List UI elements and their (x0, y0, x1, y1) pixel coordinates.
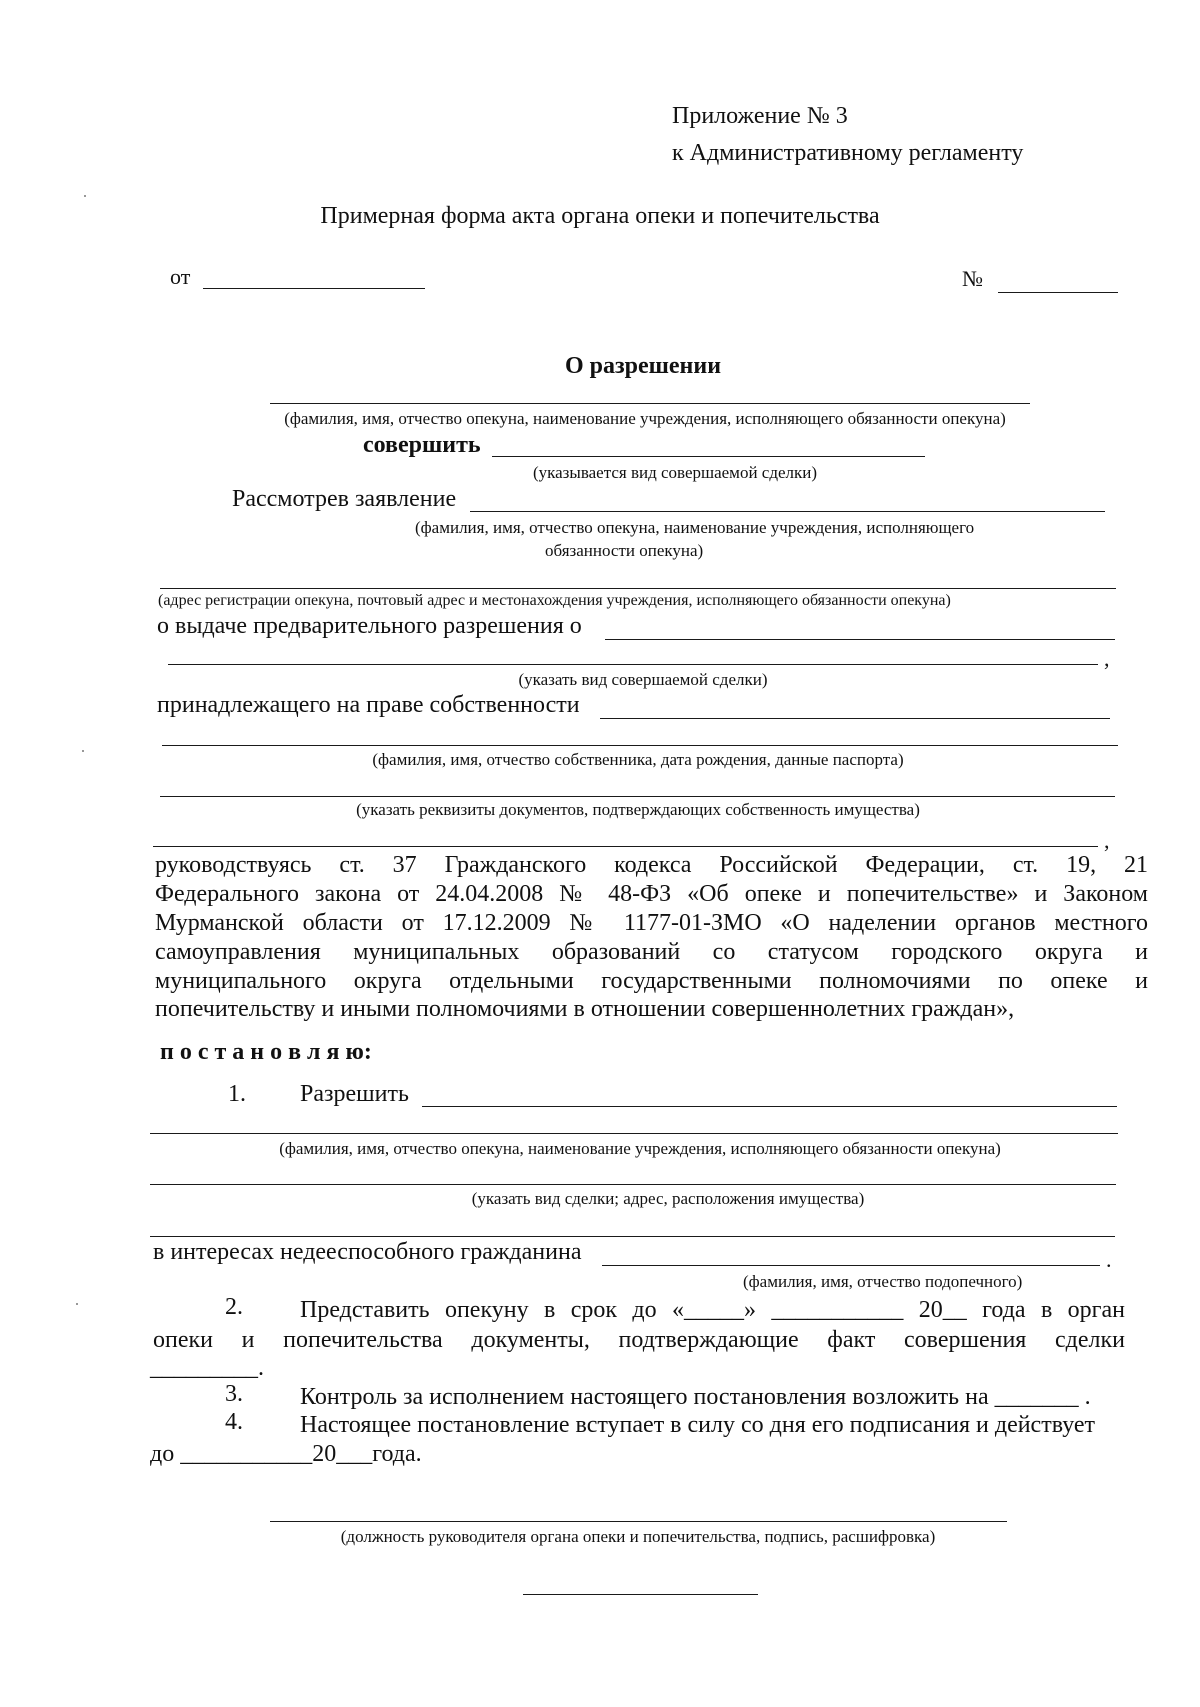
caption-owner: (фамилия, имя, отчество собственника, дата рождения, данные паспорта) (372, 750, 904, 769)
considered-blank (470, 511, 1105, 512)
ownership-docs-blank (160, 796, 1115, 797)
legal-basis-line: попечительству и иными полномочиями в отношении совершеннолетних граждан», (155, 996, 1015, 1022)
regulation-reference: к Административному регламенту (672, 140, 1024, 166)
caption-signature: (должность руководителя органа опеки и попечительства, подпись, расшифровка) (340, 1527, 936, 1546)
caption-ward: (фамилия, имя, отчество подопечного) (743, 1272, 1023, 1291)
date-blank (203, 288, 425, 289)
legal-comma: , (1104, 828, 1110, 853)
owner-blank (162, 745, 1118, 746)
item-4-line-1: Настоящее постановление вступает в силу со дня его подписания и действует (300, 1412, 1096, 1438)
appendix-number: Приложение № 3 (672, 103, 848, 129)
item-4-line-2: до ___________20___года. (150, 1441, 422, 1467)
caption-guardian-2a: (фамилия, имя, отчество опекуна, наименование учреждения, исполняющего (415, 518, 975, 537)
ward-period: . (1106, 1247, 1112, 1272)
considered-label: Рассмотрев заявление (232, 486, 457, 512)
item-2-line-2: опеки и попечительства документы, подтверждающие факт совершения сделки (153, 1327, 1125, 1353)
caption-guardian-3: (фамилия, имя, отчество опекуна, наименование учреждения, исполняющего обязанности опекуна) (279, 1139, 1001, 1158)
legal-basis-line: самоуправления муниципальных образований со статусом городского округа и (155, 939, 1148, 965)
item-3-text: Контроль за исполнением настоящего постановления возложить на _______ . (300, 1384, 1091, 1410)
guardian-blank-3 (150, 1133, 1118, 1134)
scan-speck (76, 1303, 78, 1305)
number-blank (998, 292, 1118, 293)
signature-blank (270, 1521, 1007, 1522)
legal-blank (153, 846, 1098, 847)
document-heading: О разрешении (564, 353, 722, 379)
scan-speck (82, 750, 84, 752)
interests-label: в интересах недееспособного гражданина (153, 1239, 582, 1265)
extra-blank (150, 1236, 1115, 1237)
number-label: № (962, 266, 983, 291)
caption-deal-kind-1: (указывается вид совершаемой сделки) (532, 463, 818, 482)
item-2-line-1: Представить опекуну в срок до «_____» ___________ 20__ года в орган (300, 1297, 1125, 1323)
resolve-heading: п о с т а н о в л я ю: (160, 1039, 372, 1065)
caption-guardian-1: (фамилия, имя, отчество опекуна, наименование учреждения, исполняющего обязанности опекуна) (284, 409, 1006, 428)
caption-guardian-2b: обязанности опекуна) (545, 541, 704, 560)
item-4-number: 4. (225, 1409, 243, 1435)
item-2-number: 2. (225, 1294, 243, 1320)
legal-basis-line: руководствуясь ст. 37 Гражданского кодекса Российской Федерации, ст. 19, 21 (155, 852, 1148, 878)
ward-blank (602, 1265, 1100, 1266)
from-label: от (170, 264, 191, 289)
belonging-label: принадлежащего на праве собственности (157, 692, 580, 718)
commit-label: совершить (363, 432, 481, 458)
deal-comma: , (1104, 646, 1110, 671)
form-title: Примерная форма акта органа опеки и попечительства (320, 203, 880, 229)
legal-basis-line: муниципального округа отдельными государственными полномочиями по опеке и (155, 968, 1148, 994)
permit-blank (422, 1106, 1117, 1107)
guardian-blank-1 (270, 403, 1030, 404)
item-3-number: 3. (225, 1381, 243, 1407)
item-1-text: Разрешить (300, 1081, 409, 1107)
caption-address: (адрес регистрации опекуна, почтовый адрес и местонахождения учреждения, исполняющего обязанности опекуна) (158, 592, 951, 609)
issue-label: о выдаче предварительного разрешения о (157, 613, 582, 639)
caption-deal-property: (указать вид сделки; адрес, расположения имущества) (471, 1189, 865, 1208)
legal-basis-line: Федерального закона от 24.04.2008 № 48-ФЗ «Об опеке и попечительстве» и Законом (155, 881, 1148, 907)
item-2-line-3: _________. (150, 1355, 264, 1381)
address-blank (160, 588, 1116, 589)
deal-blank (168, 664, 1098, 665)
legal-basis-line: Мурманской области от 17.12.2009 № 1177-01-ЗМО «О наделении органов местного (155, 910, 1148, 936)
item-1-number: 1. (228, 1081, 246, 1107)
closing-divider (523, 1594, 758, 1595)
issue-blank (605, 639, 1115, 640)
scan-speck (84, 195, 86, 197)
commit-blank (492, 456, 925, 457)
caption-deal-kind-2: (указать вид совершаемой сделки) (518, 670, 768, 689)
deal-property-blank (150, 1184, 1116, 1185)
caption-ownership-docs: (указать реквизиты документов, подтверждающих собственность имущества) (356, 800, 920, 819)
belonging-blank (600, 718, 1110, 719)
